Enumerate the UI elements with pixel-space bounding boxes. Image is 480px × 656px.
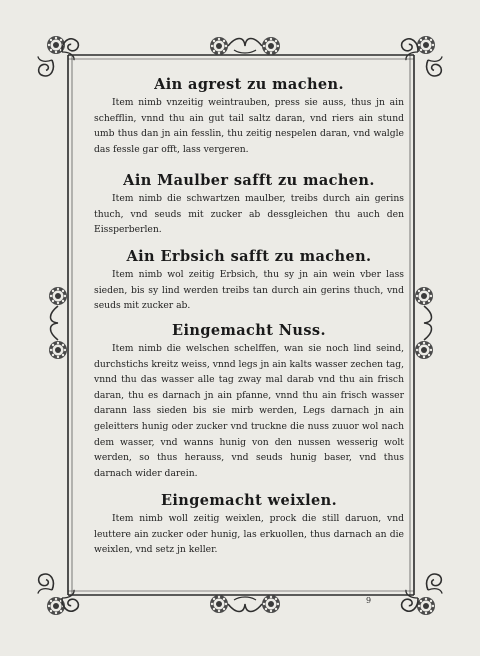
recipe-text: Item nimb wol zeitig Erbsich, thu sy jn ain wein vber lass sieden, bis sy lind werden treibs tan durch ain gerins thuch, vnd seuds mit zucker ab.: [94, 269, 404, 312]
recipe-text: Item nimb woll zeitig weixlen, prock die still daruon, vnd leuttere ain zucker oder hunig, las erkuollen, thus darnach an die weixlen, vnd setz jn keller.: [94, 513, 404, 556]
recipe-section: [94, 172, 404, 238]
recipe-section: [94, 248, 404, 314]
bottom-center-ornament: [210, 595, 280, 613]
recipe-text: Item nimb die schwartzen maulber, treibs durch ain gerins thuch, vnd seuds mit zucker ab dessgleichen thu auch den Eissperberlen.: [94, 193, 404, 236]
top-center-ornament: [210, 37, 280, 55]
recipe-title: Eingemacht Nuss.: [172, 322, 326, 339]
corner-ornament-bottom-left: [31, 571, 85, 615]
recipe-section: [94, 322, 404, 481]
recipe-section: [94, 76, 404, 157]
left-middle-ornament: [49, 287, 67, 359]
page-number: 9: [366, 596, 372, 605]
corner-ornament-bottom-right: [395, 571, 449, 615]
right-middle-ornament: [415, 287, 433, 359]
recipe-title: Ain agrest zu machen.: [154, 76, 344, 93]
corner-ornament-top-left: [31, 36, 85, 79]
recipe-text: Item nimb die welschen schelffen, wan sie noch lind seind, durchstichs kreitz weiss, vnnd legs jn ain kalts wasser zechen tag, vnnd thu das wasser alle tag zway mal darab vnd thu ain frisch daran, thu es darnach jn ain pfanne, vnnd thu ain frisch wasser darann lass sieden bis sie mirb werden, Legs darnach jn ain geleitters hunig oder zucker vnd truckne die nuss zuuor wol nach dem wasser, vnd wanns hunig von den nussen wesserig wolt werden, so thus herauss, vnd seuds hunig baser, vnd thus darnach wider darein.: [94, 343, 404, 479]
recipe-title: Eingemacht weixlen.: [160, 492, 338, 509]
recipe-section: [94, 492, 404, 558]
recipe-text: Item nimb vnzeitig weintrauben, press sie auss, thus jn ain schefflin, vnnd thu ain gut tail saltz daran, vnd riers ain stund umb thus dan jn ain fesslin, thu zeitig nespelen daran, vnd walgle das fessle gar offt, lass vergeren.: [94, 97, 404, 155]
corner-ornament-top-right: [395, 36, 449, 79]
recipe-title: Ain Erbsich safft zu machen.: [126, 248, 372, 265]
recipe-title: Ain Maulber safft zu machen.: [123, 172, 375, 189]
